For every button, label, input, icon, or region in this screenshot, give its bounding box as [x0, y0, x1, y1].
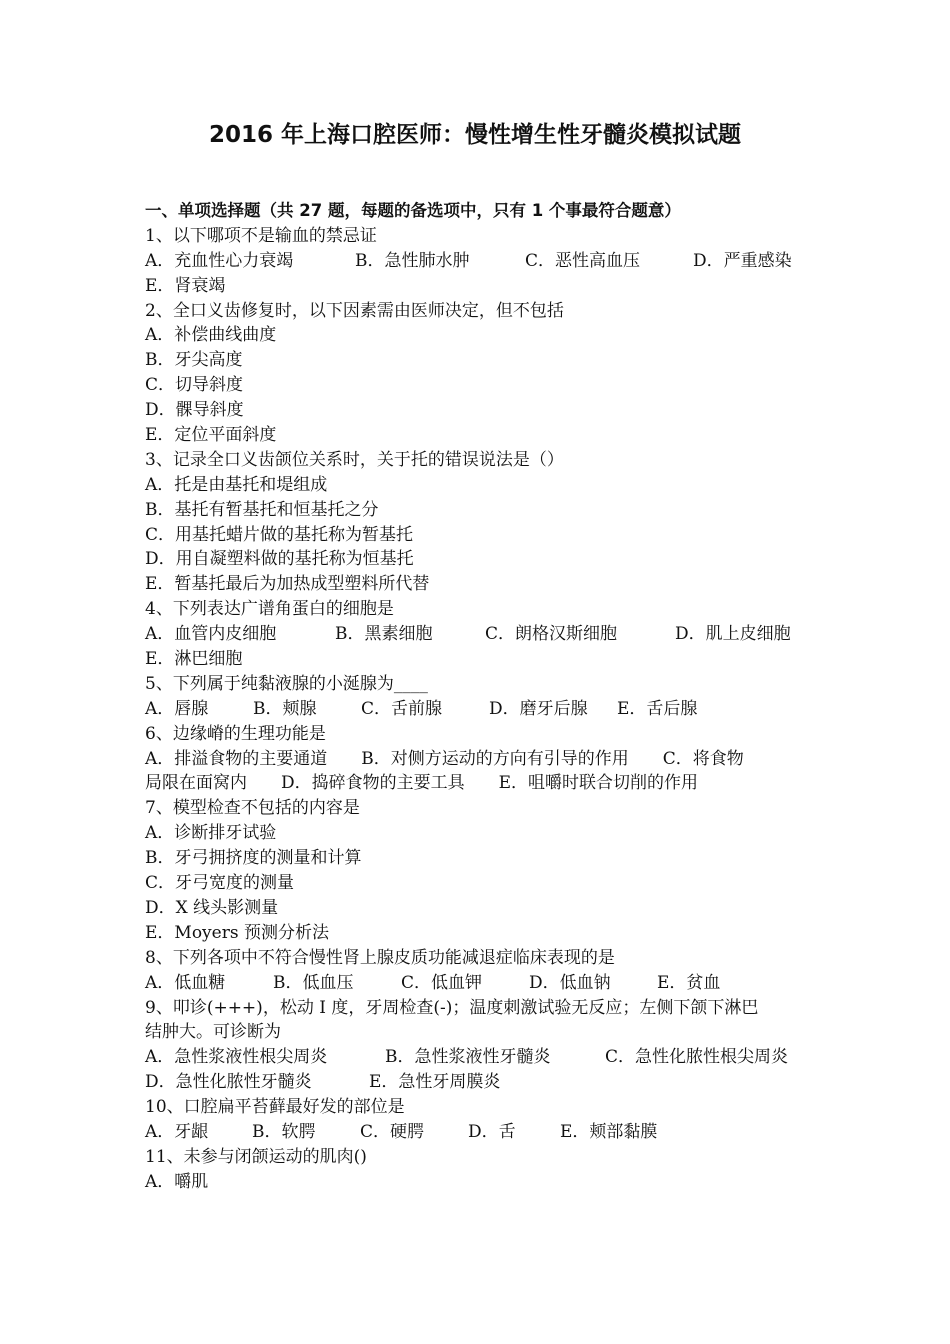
option-b: B．软腭	[252, 1121, 316, 1142]
question-stem: 9、叩诊(+++)，松动 I 度，牙周检查(-)；温度刺激试验无反应；左侧下颌下淋巴	[145, 997, 759, 1018]
option-row	[145, 1070, 810, 1095]
option-d: D．肌上皮细胞	[675, 624, 791, 645]
option-c: C．舌前腺	[361, 698, 443, 719]
option-b: B．颊腺	[253, 698, 317, 719]
option-e: E．舌后腺	[617, 698, 698, 719]
option-d: D．急性化脓性牙髓炎	[145, 1072, 312, 1093]
option-b: B．牙尖高度	[145, 350, 243, 371]
option-b: B．黑素细胞	[335, 624, 433, 645]
question-stem: 4、下列表达广谱角蛋白的细胞是	[145, 599, 394, 620]
option-row	[145, 622, 810, 647]
option-a: A．低血糖	[145, 972, 226, 993]
option-row	[145, 1120, 810, 1145]
option-d: D．低血钠	[529, 972, 611, 993]
option-c: C．急性化脓性根尖周炎	[605, 1047, 789, 1068]
option-e: E．暂基托最后为加热成型塑料所代替	[145, 574, 430, 595]
option-d: D．舌	[468, 1121, 516, 1142]
option-row	[145, 1045, 810, 1070]
question-stem: 5、下列属于纯黏液腺的小涎腺为____	[145, 673, 428, 694]
option-a: A．牙龈	[145, 1121, 209, 1142]
option-a: A．诊断排牙试验	[145, 823, 277, 844]
option-c: C．恶性高血压	[525, 250, 641, 271]
option-b: B．牙弓拥挤度的测量和计算	[145, 848, 362, 869]
option-c: C．朗格汉斯细胞	[485, 624, 618, 645]
question-stem-continued: 结肿大。可诊断为	[145, 1022, 281, 1043]
option-a: A．血管内皮细胞	[145, 624, 277, 645]
option-e: E．淋巴细胞	[145, 649, 243, 670]
option-d: D．髁导斜度	[145, 400, 244, 421]
option-d: D．磨牙后腺	[489, 698, 588, 719]
question-stem: 11、未参与闭颌运动的肌肉()	[145, 1146, 367, 1167]
option-c: C．用基托蜡片做的基托称为暂基托	[145, 524, 414, 545]
option-e: E．颊部黏膜	[560, 1121, 658, 1142]
option-a: A．充血性心力衰竭	[145, 250, 294, 271]
option-c: C．硬腭	[360, 1121, 425, 1142]
question-stem: 8、下列各项中不符合慢性肾上腺皮质功能减退症临床表现的是	[145, 947, 615, 968]
option-e: E．定位平面斜度	[145, 425, 277, 446]
option-a: A．补偿曲线曲度	[145, 325, 277, 346]
option-row	[145, 249, 810, 274]
option-d: D．用自凝塑料做的基托称为恒基托	[145, 549, 414, 570]
option-a: A．急性浆液性根尖周炎	[145, 1047, 328, 1068]
question-list	[145, 199, 810, 1195]
option-c: C．牙弓宽度的测量	[145, 873, 295, 894]
page-title: 2016 年上海口腔医师：慢性增生性牙髓炎模拟试题	[208, 122, 742, 148]
question-stem: 1、以下哪项不是输血的禁忌证	[145, 225, 377, 246]
option-a: A．嚼肌	[145, 1171, 209, 1192]
option-b: B．基托有暂基托和恒基托之分	[145, 499, 379, 520]
option-e: E．Moyers 预测分析法	[145, 922, 329, 943]
option-a: A．唇腺	[145, 698, 209, 719]
option-e: E．贫血	[657, 972, 721, 993]
option-d: D．严重感染	[693, 250, 792, 271]
options-line: A．排溢食物的主要通道 B．对侧方运动的方向有引导的作用 C．将食物	[145, 748, 744, 769]
option-d: D．X 线头影测量	[145, 897, 279, 918]
option-e: E．急性牙周膜炎	[369, 1072, 501, 1093]
option-a: A．托是由基托和堤组成	[145, 474, 328, 495]
question-stem: 3、记录全口义齿颌位关系时，关于托的错误说法是（）	[145, 449, 564, 470]
option-b: B．低血压	[273, 972, 354, 993]
section-heading: 一、单项选择题（共 27 题，每题的备选项中，只有 1 个事最符合题意）	[145, 201, 681, 220]
option-e: E．肾衰竭	[145, 275, 226, 296]
question-stem: 7、模型检查不包括的内容是	[145, 798, 360, 819]
option-b: B．急性肺水肿	[355, 250, 470, 271]
question-stem: 2、全口义齿修复时，以下因素需由医师决定，但不包括	[145, 300, 564, 321]
option-b: B．急性浆液性牙髓炎	[385, 1047, 551, 1068]
option-c: C．低血钾	[401, 972, 483, 993]
question-stem: 6、边缘嵴的生理功能是	[145, 723, 326, 744]
question-stem: 10、口腔扁平苔藓最好发的部位是	[145, 1097, 405, 1118]
option-row	[145, 697, 810, 722]
option-c: C．切导斜度	[145, 375, 244, 396]
option-row	[145, 971, 810, 996]
options-line: 局限在面窝内 D．捣碎食物的主要工具 E．咀嚼时联合切削的作用	[145, 773, 699, 794]
